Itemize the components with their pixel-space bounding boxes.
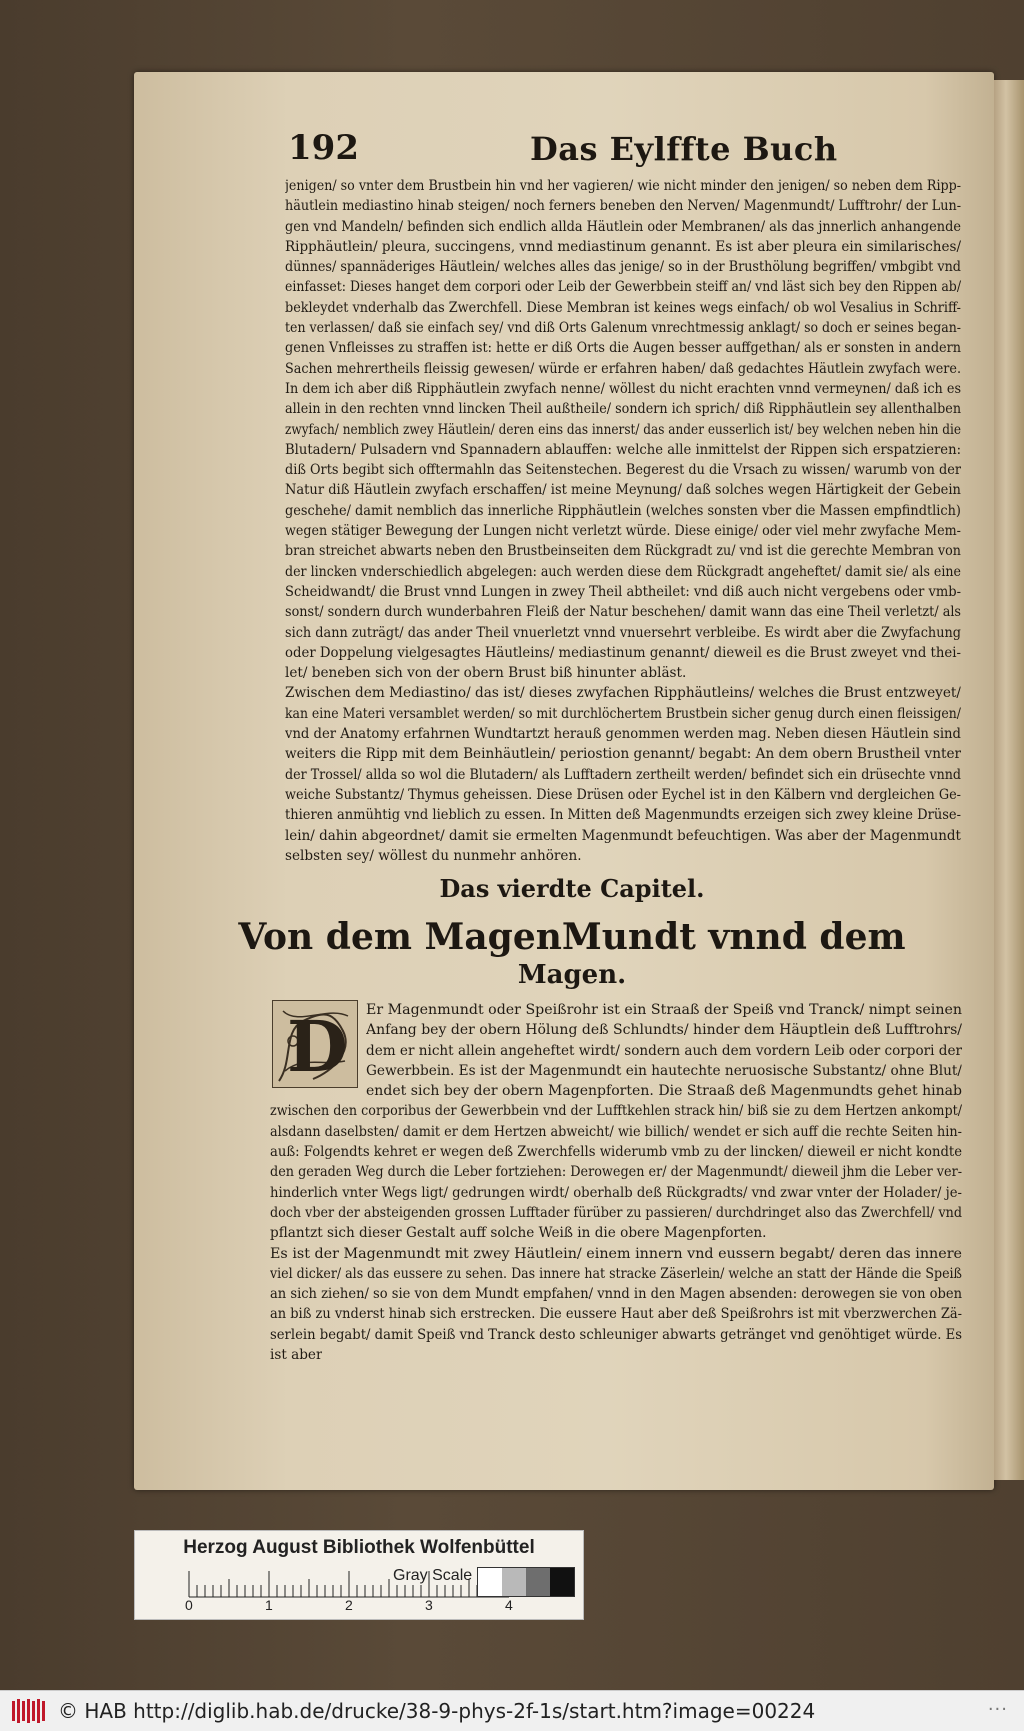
text-line: Ripphäutlein/ pleura, succingens, vnnd mediastinum genannt. Es ist aber pleura ein similarisches/ — [285, 238, 962, 255]
hab-logo-icon — [10, 1697, 46, 1725]
color-calibration-bar — [134, 1530, 584, 1620]
text-line: selbsten sey/ wöllest du nunmehr anhören. — [285, 847, 582, 864]
text-line: wegen stätiger Bewegung der Lungen nicht verletzt würde. Diese einige/ oder viel mehr zwyfache Mem- — [285, 523, 961, 540]
gray-swatch — [526, 1568, 550, 1596]
text-line: sich dann zuträgt/ das ander Theil vnuerletzt vnnd vnuersehrt verbleibe. Es wirdt aber die Zwyfachung — [285, 624, 962, 641]
text-line: häutlein mediastino hinab steigen/ noch ferners beneben den Nerven/ Magenmundt/ Lufftrohr/ der Lun- — [285, 198, 962, 215]
text-line: dünnes/ spannäderiges Häutlein/ welches alles das jenige/ so in der Brusthölung begriffen/ vmbgibt vnd — [285, 259, 961, 276]
text-line: serlein begabt/ damit Speiß vnd Tranck desto schleuniger abwarts getränget vnd genöhtiget würde. Es — [270, 1326, 962, 1343]
text-line: Zwischen dem Mediastino/ das ist/ dieses zwyfachen Ripphäutleins/ welches die Brust entzweyet/ — [285, 685, 961, 702]
text-line: an biß zu vnderst hinab sich erstrecken. Die eussere Haut aber deß Speißrohrs ist mit vberzwerchen Zä- — [270, 1306, 963, 1323]
text-line: hinderlich vnter Wegs ligt/ gedrungen wirdt/ oberhalb deß Rückgradts/ vnd zwar vnter der Holader/ je- — [270, 1184, 962, 1201]
text-line: Anfang bey der obern Hölung deß Schlundts/ hinder dem Häuptlein deß Lufftrohrs/ — [366, 1022, 963, 1039]
text-line: ist aber — [270, 1347, 323, 1364]
running-head: Das Eylffte Buch — [530, 130, 838, 168]
text-line: gen vnd Mandeln/ befinden sich endlich allda Häutlein oder Membranen/ als das jnnerlich anhangende — [285, 218, 961, 235]
text-line: alsdann daselbsten/ damit er dem Hertzen abweicht/ wie billich/ wendet er sich auff die rechte Seiten hin- — [270, 1123, 962, 1140]
text-line: oder Doppelung vielgesagtes Häutleins/ mediastinum genannt/ dieweil es die Brust zweyet vnd thei- — [285, 644, 961, 661]
ruler-number: 2 — [345, 1597, 353, 1613]
page-edge — [994, 80, 1024, 1480]
text-line: Sachen mehrertheils fleissig gewesen/ würde er erfahren haben/ daß gedachtes Häutlein zwyfach were. — [285, 360, 962, 377]
more-icon[interactable]: ··· — [987, 1699, 1008, 1720]
text-line: weiche Substantz/ Thymus geheissen. Diese Drüsen oder Eychel ist in den Kälbern vnd dergleichen Ge- — [285, 786, 962, 803]
text-line: den geraden Weg durch die Leber fortziehen: Derowegen er/ der Magenmundt/ dieweil jhm die Leber ver- — [270, 1164, 963, 1181]
text-line: viel dicker/ als das eussere zu sehen. Das innere hat stracke Zäserlein/ welche an statt der Hände die Speiß — [270, 1265, 962, 1282]
chapter-title-line2: Magen. — [517, 960, 627, 990]
ruler-number: 3 — [425, 1597, 433, 1613]
page-number: 192 — [288, 128, 359, 168]
gray-swatch — [478, 1568, 502, 1596]
text-line: thieren anmühtig vnd lieblich zu essen. In Mitten deß Magenmundts erzeigen sich zwey kleine Drüse- — [285, 807, 962, 824]
text-line: der Trossel/ allda so wol die Blutadern/ als Lufftadern zertheilt werden/ befindet sich ein drüsechte vnnd — [285, 766, 962, 783]
text-line: endet sich bey der obern Magenpforten. Die Straaß deß Magenmundts gehet hinab — [366, 1083, 963, 1100]
text-line: let/ beneben sich von der obern Brust biß hinunter abläst. — [285, 665, 687, 682]
text-line: vnd der Anatomy erfahrnen Wundtartzt herauß genommen werden mag. Neben diesen Häutlein sind — [285, 726, 961, 743]
ruler-number: 0 — [185, 1597, 193, 1613]
text-line: dem er nicht allein angeheftet wirdt/ sondern auch dem vordern Leib oder corpori der — [366, 1042, 963, 1059]
text-line: geschehe/ damit nemblich das innerliche Ripphäutlein (welches sonsten vber die Massen empfindtlich) — [285, 502, 961, 519]
text-line: zwischen den corporibus der Gewerbbein vnd der Lufftkehlen strack hin/ biß sie zu dem Hertzen ankompt/ — [270, 1103, 962, 1120]
text-line: zwyfach/ nemblich zwey Häutlein/ deren eins das innerst/ das ander eusserlich ist/ bey welchen neben hin die — [285, 421, 961, 438]
ruler-numbers — [175, 1597, 535, 1617]
text-line: einfasset: Dieses hanget dem corpori oder Leib der Gewerbbein steiff an/ vnd läst sich bey den Rippen ab/ — [285, 279, 962, 296]
text-line: allein in den rechten vnnd lincken Theil außtheile/ sondern ich sprich/ diß Ripphäutlein sey allenthalben — [285, 401, 962, 418]
text-line: Gewerbbein. Es ist der Magenmundt ein hautechte neruosische Substantz/ ohne Blut/ — [366, 1062, 962, 1079]
text-line: an sich ziehen/ so sie von dem Mundt empfahen/ vnnd in den Magen absenden: derowegen sie von oben — [270, 1286, 963, 1303]
gray-swatch — [502, 1568, 526, 1596]
gray-swatch — [550, 1568, 574, 1596]
library-name: Herzog August Bibliothek Wolfenbüttel — [183, 1537, 535, 1558]
text-line: auß: Folgendts kehret er wegen deß Zwerchfells widerumb vmb zu der lincken/ dieweil er nicht kondte — [270, 1144, 963, 1161]
text-line: Blutadern/ Pulsadern vnd Spannadern ablauffen: welche alle inmittelst der Rippen sich erspatzieren: — [285, 441, 962, 458]
text-line: Er Magenmundt oder Speißrohr ist ein Straaß der Speiß vnd Tranck/ nimpt seinen — [366, 1002, 962, 1018]
text-line: Natur diß Häutlein zwyfach erschaffen/ ist meine Meynung/ daß solches wegen Härtigkeit der Gebein — [285, 482, 961, 499]
text-line: ten verlassen/ daß sie einfach sey/ vnd diß Orts Galenum vnrechtmessig anklagt/ so doch er seines began- — [285, 320, 962, 337]
text-line: sonst/ sondern durch wunderbahren Fleiß der Natur beschehen/ damit wann das eine Theil verletzt/ als — [285, 604, 962, 621]
text-line: bran streichet abwarts neben den Brustbeinseiten dem Rückgradt zu/ vnd ist die gerechte Membran von — [285, 543, 961, 560]
text-line: genen Vnfleisses zu straffen ist: hette er diß Orts die Augen besser auffgethan/ als er sonsten in andern — [285, 340, 962, 357]
text-line: In dem ich aber diß Ripphäutlein zwyfach nenne/ wöllest du nicht erachten vnnd vermeynen/ daß ich es — [285, 380, 962, 397]
gray-scale-label: Gray Scale — [393, 1567, 473, 1584]
text-line: pflantzt sich dieser Gestalt auff solche Weiß in die obere Magenpforten. — [270, 1225, 767, 1242]
ruler-number: 1 — [265, 1597, 273, 1613]
source-url[interactable]: © HAB http://diglib.hab.de/drucke/38-9-phys-2f-1s/start.htm?image=00224 — [58, 1699, 816, 1723]
text-line: kan eine Materi versamblet werden/ so mit durchlöchertem Brustbein sicher genug durch einen fleissigen/ — [285, 705, 962, 722]
chapter-title: Von dem MagenMundt vnnd dem — [238, 916, 906, 958]
text-line: bekleydet vnderhalb das Zwerchfell. Diese Membran ist keines wegs einfach/ ob wol Vesalius in Schriff- — [285, 299, 962, 316]
ruler-number: 4 — [505, 1597, 513, 1613]
text-line: doch vber der absteigenden grossen Lufftader fürüber zu passieren/ durchdringet also das Zwerchfell/ vnd — [270, 1204, 963, 1221]
text-line: der lincken vnderschiedlich abgelegen: auch werden diese dem Rückgradt angeheftet/ damit sie/ als eine — [285, 563, 962, 580]
text-line: diß Orts begibt sich offtermahln das Seitenstechen. Begerest du die Vrsach zu wissen/ warumb von der — [285, 462, 961, 479]
footer-bar — [0, 1690, 1024, 1731]
initial-letter: D — [287, 1005, 348, 1088]
text-line: weiters die Ripp mit dem Beinhäutlein/ periostion genannt/ begabt: An dem obern Brustheil vnter — [285, 746, 961, 763]
ruler-scale — [185, 1569, 525, 1599]
body-text-top — [285, 176, 961, 866]
text-line: Es ist der Magenmundt mit zwey Häutlein/ einem innern vnd eussern begabt/ deren das innere — [270, 1245, 963, 1262]
text-line: Scheidwandt/ die Brust vnnd Lungen in zwey Theil abtheilet: vnd diß auch nicht vergebens oder vmb- — [285, 583, 962, 600]
chapter-label: Das vierdte Capitel. — [439, 874, 705, 903]
text-line: jenigen/ so vnter dem Brustbein hin vnd her vagieren/ wie nicht minder den jenigen/ so neben dem Ripp- — [285, 178, 961, 194]
gray-swatches — [477, 1567, 575, 1597]
body-text-chapter — [270, 1000, 962, 1365]
text-line: lein/ dahin abgeordnet/ damit sie ermelten Magenmundt befeuchtigen. Was aber der Magenmundt — [285, 827, 961, 844]
